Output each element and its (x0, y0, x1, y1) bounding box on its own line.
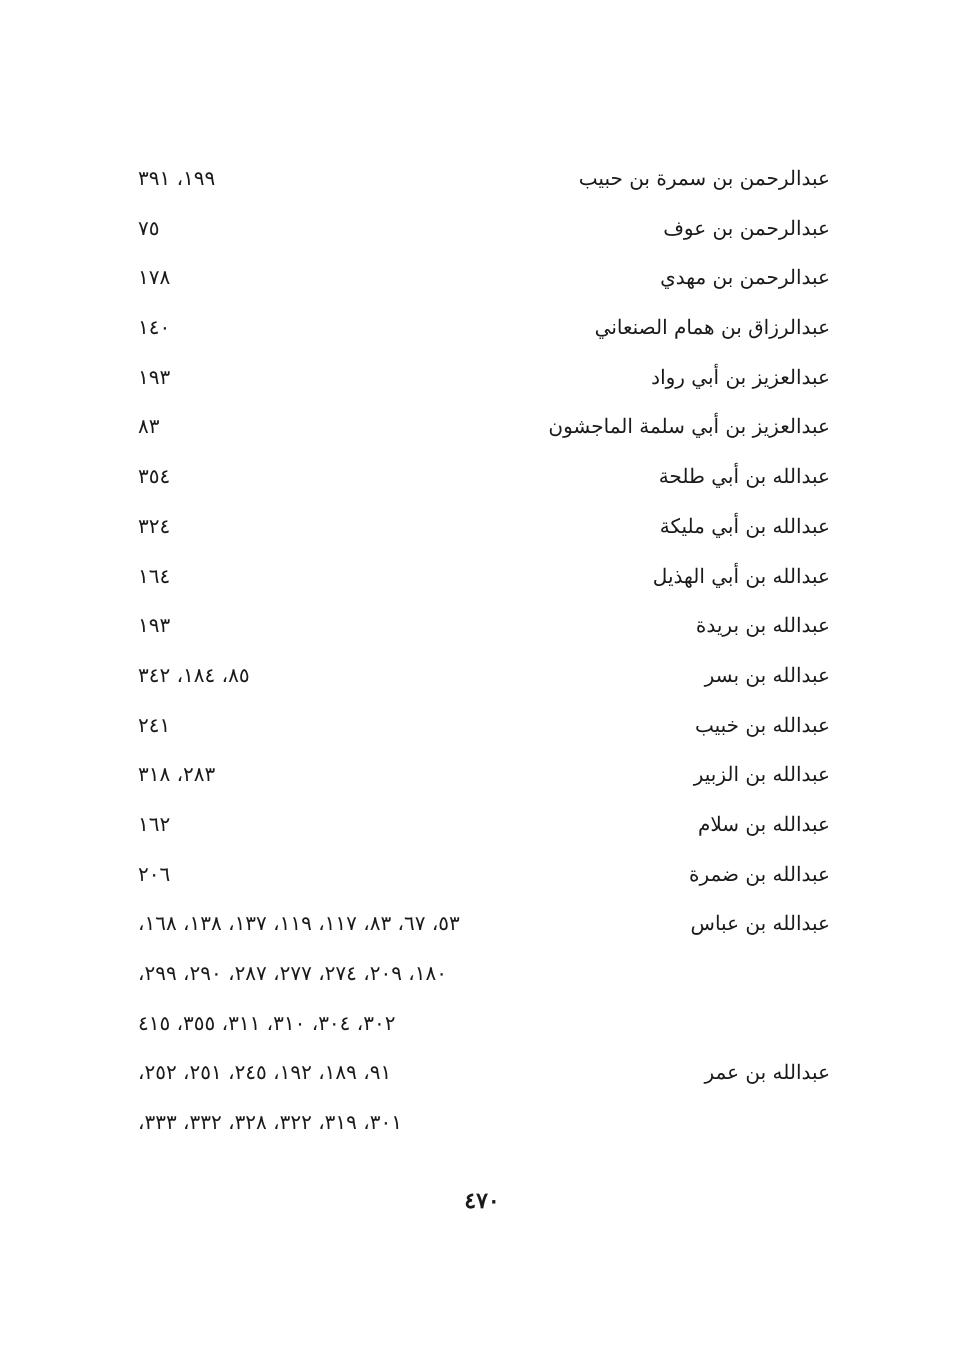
index-entry-continuation (130, 1005, 830, 1055)
entry-pages: ٨٥، ١٨٤، ٣٤٢ (138, 662, 250, 687)
entry-name: عبدالله بن الزبير (693, 762, 830, 787)
entry-name: عبدالعزيز بن أبي رواد (651, 364, 830, 389)
entry-name: عبدالله بن أبي الهذيل (652, 563, 830, 588)
index-entry (130, 408, 830, 458)
entry-pages: ٣٢٤ (138, 513, 171, 538)
index-entry (130, 259, 830, 309)
index-entry (130, 458, 830, 508)
entry-name: عبدالله بن بريدة (695, 613, 830, 638)
entry-pages: ٨٣ (138, 414, 160, 439)
entry-name: عبدالله بن سلام (697, 811, 830, 836)
page-number: ٤٧٠ (464, 1188, 500, 1214)
entry-pages: ١٩٩، ٣٩١ (138, 166, 216, 190)
index-entry (130, 756, 830, 806)
entry-name: عبدالرحمن بن سمرة بن حبيب (578, 166, 830, 190)
entry-name: عبدالعزيز بن أبي سلمة الماجشون (548, 414, 830, 439)
entry-name: عبدالرزاق بن همام الصنعاني (594, 315, 830, 340)
entry-name: عبدالله بن بسر (704, 662, 830, 687)
entry-name: عبدالله بن عمر (704, 1060, 830, 1085)
index-entry (130, 210, 830, 260)
entry-name: عبدالرحمن بن عوف (663, 215, 830, 240)
index-entry (130, 160, 830, 210)
index-entry (130, 1054, 830, 1104)
entry-pages: ٢٨٣، ٣١٨ (138, 762, 216, 787)
entry-pages: ٣٠١، ٣١٩، ٣٢٢، ٣٢٨، ٣٣٢، ٣٣٣، (138, 1110, 402, 1135)
entry-pages: ١٨٠، ٢٠٩، ٢٧٤، ٢٧٧، ٢٨٧، ٢٩٠، ٢٩٩، (138, 961, 447, 985)
index-entry-continuation (130, 1104, 830, 1154)
index-entry (130, 607, 830, 657)
entry-pages: ٩١، ١٨٩، ١٩٢، ٢٤٥، ٢٥١، ٢٥٢، (138, 1060, 392, 1085)
index-entry (130, 309, 830, 359)
entry-name: عبدالله بن خبيب (694, 712, 830, 737)
index-entry (130, 359, 830, 409)
entry-pages: ١٩٣ (138, 613, 171, 638)
entry-name: عبدالرحمن بن مهدي (660, 265, 830, 290)
index-list (130, 160, 830, 1154)
index-entry (130, 856, 830, 906)
entry-name: عبدالله بن عباس (690, 911, 830, 936)
entry-pages: ١٤٠ (138, 315, 171, 340)
entry-pages: ٢٠٦ (138, 861, 171, 886)
entry-name: عبدالله بن ضمرة (688, 861, 830, 886)
entry-name: عبدالله بن أبي مليكة (659, 513, 830, 538)
index-entry (130, 905, 830, 955)
index-entry (130, 657, 830, 707)
index-entry (130, 558, 830, 608)
entry-pages: ٣٥٤ (138, 464, 171, 489)
entry-name: عبدالله بن أبي طلحة (658, 464, 830, 489)
index-entry (130, 508, 830, 558)
entry-pages: ١٦٤ (138, 563, 171, 588)
index-entry (130, 707, 830, 757)
entry-pages: ٢٤١ (138, 712, 171, 737)
entry-pages: ٥٣، ٦٧، ٨٣، ١١٧، ١١٩، ١٣٧، ١٣٨، ١٦٨، (138, 911, 460, 936)
entry-pages: ٣٠٢، ٣٠٤، ٣١٠، ٣١١، ٣٥٥، ٤١٥ (138, 1010, 396, 1035)
index-entry-continuation (130, 955, 830, 1005)
entry-pages: ١٩٣ (138, 364, 171, 389)
entry-pages: ٧٥ (138, 215, 160, 240)
index-entry (130, 806, 830, 856)
entry-pages: ١٧٨ (138, 265, 171, 290)
entry-pages: ١٦٢ (138, 811, 171, 836)
